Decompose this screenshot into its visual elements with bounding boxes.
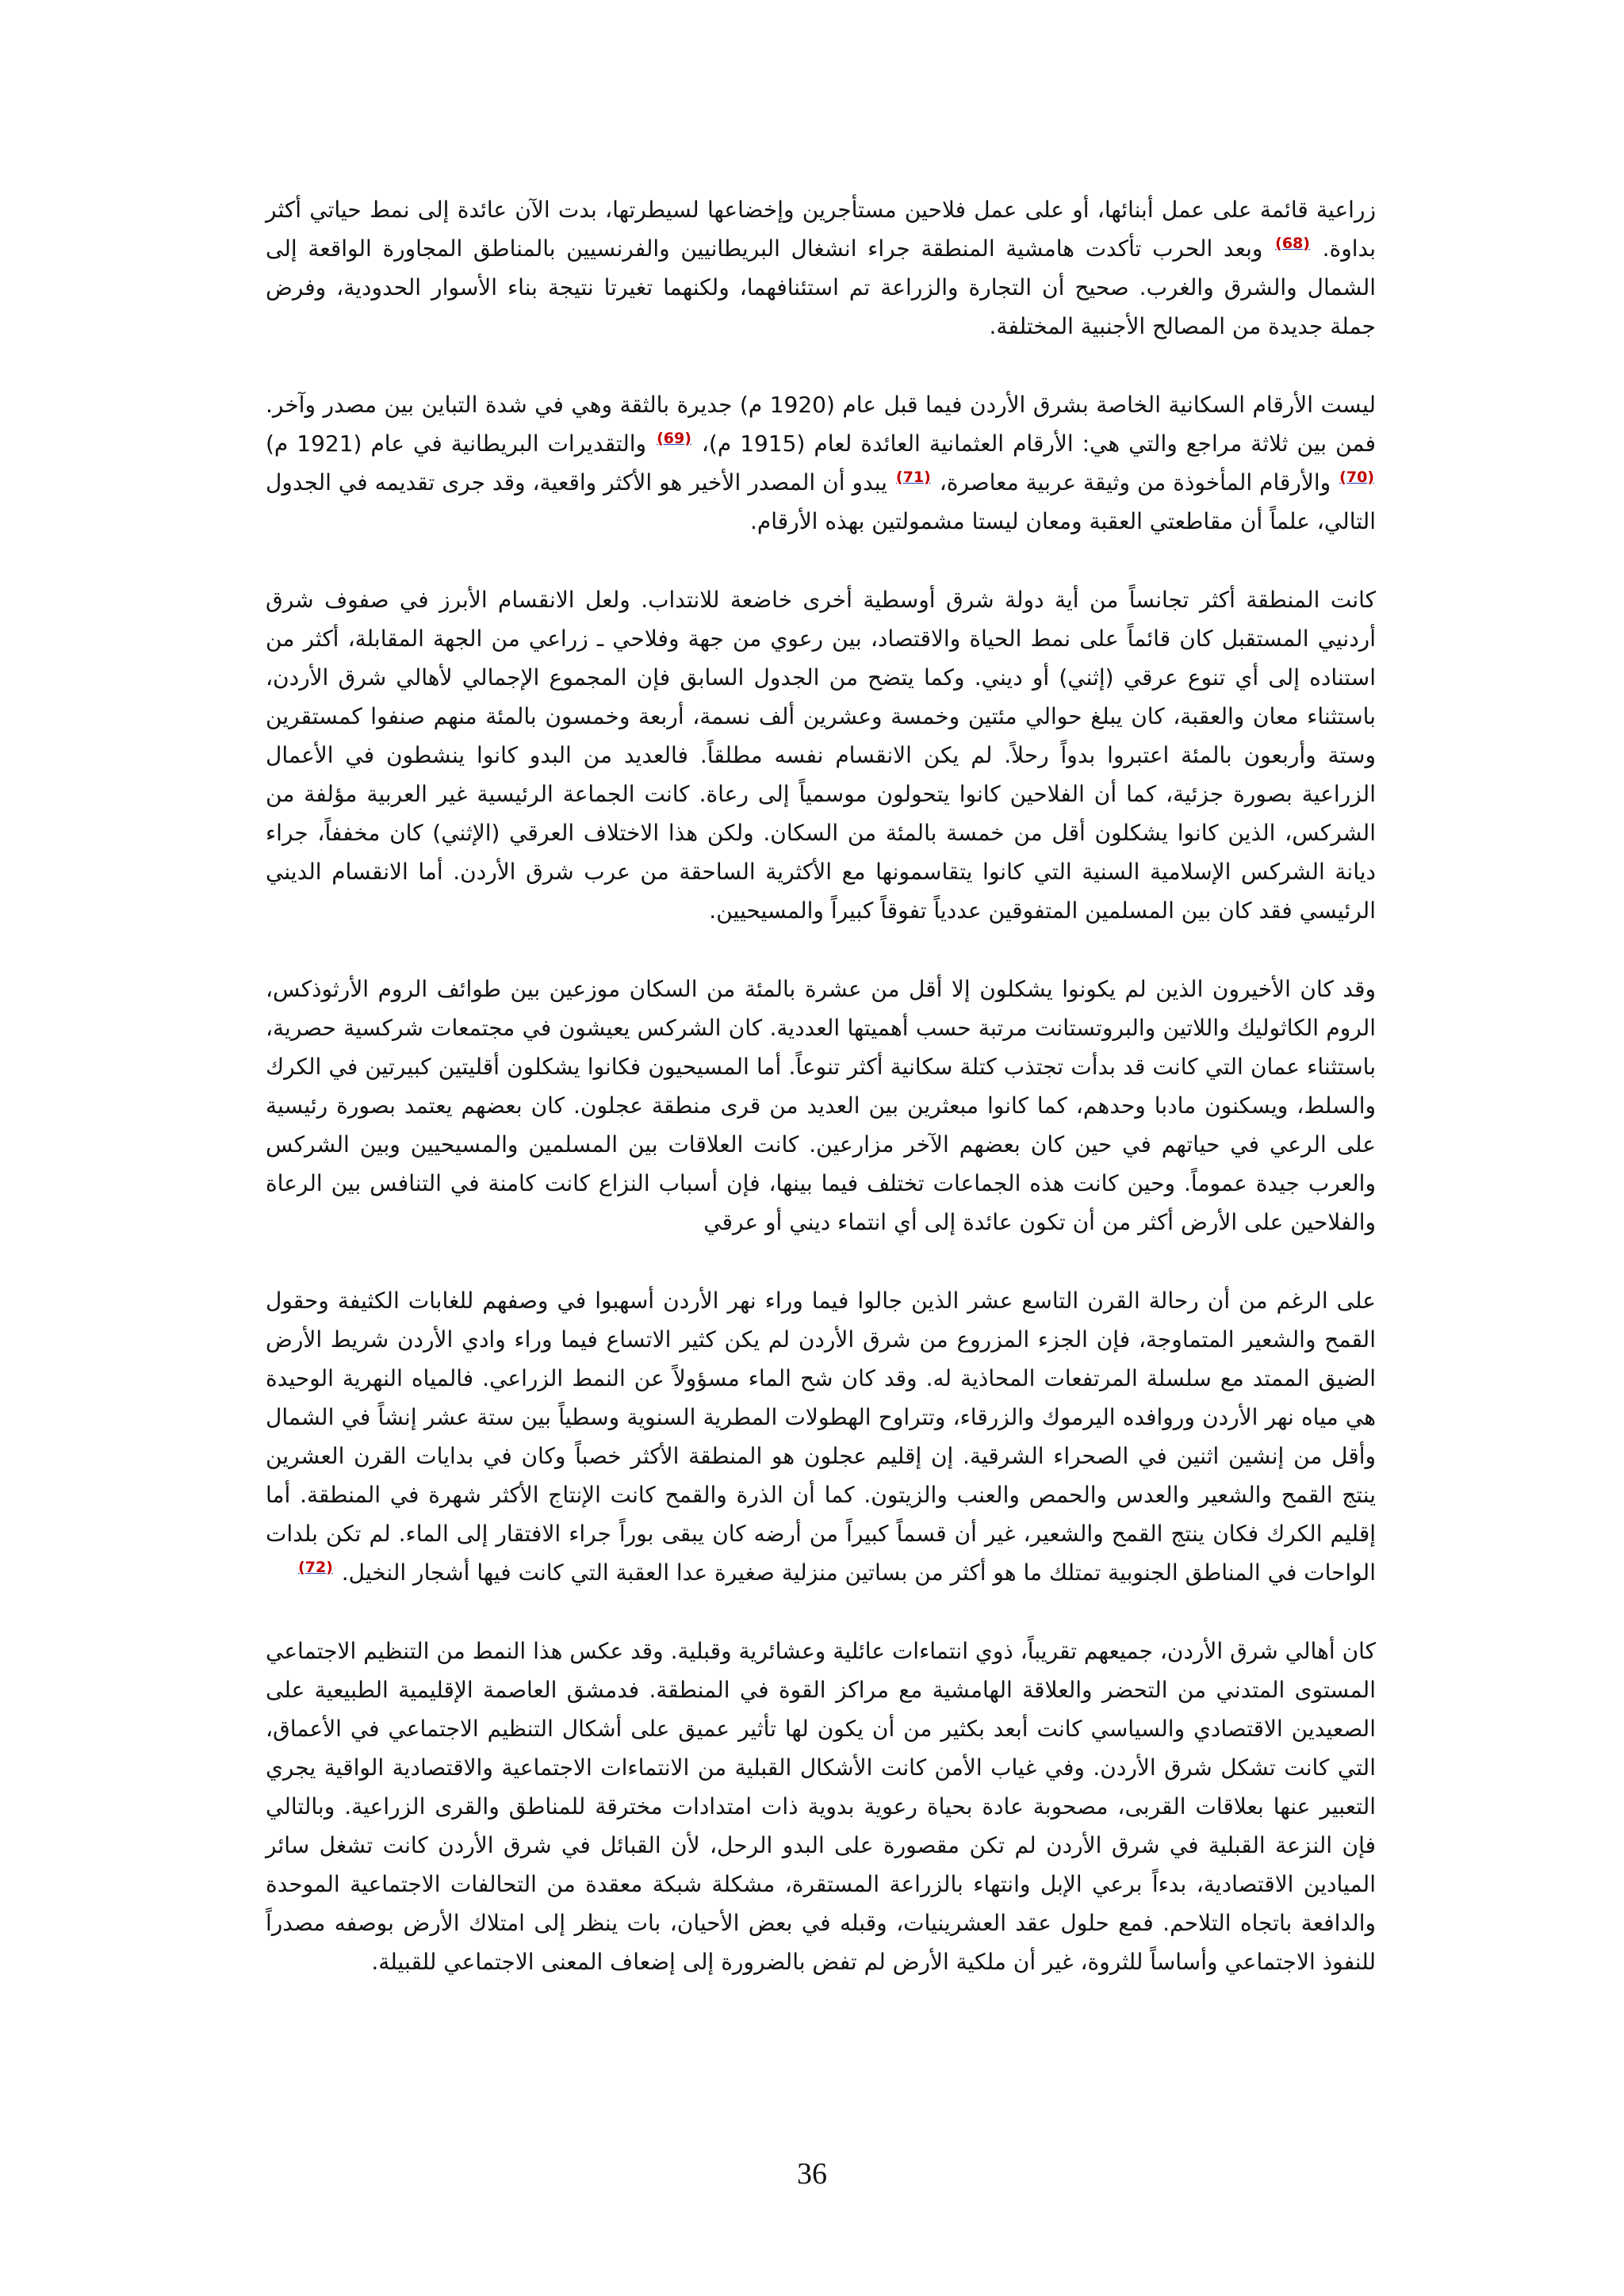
- paragraph: [266, 580, 1376, 930]
- paragraph: [266, 1632, 1376, 1981]
- footnote-reference-link[interactable]: (69): [657, 429, 691, 447]
- paragraph: [266, 970, 1376, 1242]
- paragraph-text: والتقديرات البريطانية في عام (1921 م): [266, 430, 656, 457]
- paragraph-text: كانت المنطقة أكثر تجانساً من أية دولة شرق أوسطية أخرى خاضعة للانتداب. ولعل الانقسام الأبرز في صفوف شرق أردنيي المستقبل كان قائماً على نمط الحياة والاقتصاد، بين رعوي من جهة وفلاحي ـ زراعي من الجهة المقابلة، أكثر من استناده إلى أي تنوع عرقي (إثني) أو ديني. وكما يتضح من الجدول السابق فإن المجموع الإجمالي لأهالي شرق الأردن، باستثناء معان والعقبة، كان يبلغ حوالي مئتين وخمسة وعشرين ألف نسمة، أربعة وخمسون بالمئة منهم صنفوا كمستقرين وستة وأربعون بالمئة اعتبروا بدواً رحلاً. لم يكن الانقسام نفسه مطلقاً. فالعديد من البدو كانوا ينشطون في الأعمال الزراعية بصورة جزئية، كما أن الفلاحين كانوا يتحولون موسمياً إلى رعاة. كانت الجماعة الرئيسية غير العربية مؤلفة من الشركس، الذين كانوا يشكلون أقل من خمسة بالمئة من السكان. ولكن هذا الاختلاف العرقي (الإثني) كان مخففاً، جراء ديانة الشركس الإسلامية السنية التي كانوا يتقاسمونها مع الأكثرية الساحقة من عرب شرق الأردن. أما الانقسام الديني الرئيسي فقد كان بين المسلمين المتفوقين عددياً تفوقاً كبيراً والمسيحيين.: [266, 587, 1376, 924]
- paragraph-text: ليست الأرقام السكانية الخاصة بشرق الأردن فيما قبل عام (1920 م) جديرة بالثقة وهي في شدة التباين بين مصدر وآخر. فمن بين ثلاثة مراجع والتي هي: الأرقام العثمانية العائدة لعام (1915 م)،: [266, 392, 1376, 457]
- paragraph-text: يبدو أن المصدر الأخير هو الأكثر واقعية، وقد جرى تقديمه في الجدول التالي، علماً أن مقاطعتي العقبة ومعان ليستا مشمولتين بهذه الأرقام.: [266, 469, 1376, 534]
- footnote-reference-link[interactable]: (71): [895, 468, 931, 486]
- footnote-reference-link[interactable]: (68): [1275, 234, 1310, 252]
- paragraph: [266, 190, 1376, 346]
- paragraph-text: زراعية قائمة على عمل أبنائها، أو على عمل فلاحين مستأجرين وإخضاعها لسيطرتها، بدت الآن عائدة إلى نمط حياتي أكثر بداوة.: [266, 197, 1376, 262]
- paragraph-text: وبعد الحرب تأكدت هامشية المنطقة جراء انشغال البريطانيين والفرنسيين بالمناطق المجاورة الواقعة إلى الشمال والشرق والغرب. صحيح أن التجارة والزراعة تم استئنافهما، ولكنهما تغيرتا نتيجة بناء الأسوار الحدودية، وفرض جملة جديدة من المصالح الأجنبية المختلفة.: [266, 235, 1376, 339]
- paragraph-text: كان أهالي شرق الأردن، جميعهم تقريباً، ذوي انتماءات عائلية وعشائرية وقبلية. وقد عكس هذا النمط من التنظيم الاجتماعي المستوى المتدني من التحضر والعلاقة الهامشية مع مراكز القوة في المنطقة. فدمشق العاصمة الإقليمية الطبيعية على الصعيدين الاقتصادي والسياسي كانت أبعد بكثير من أن يكون لها تأثير عميق على أشكال التنظيم الاجتماعي في الأعماق، التي كانت تشكل شرق الأردن. وفي غياب الأمن كانت الأشكال القبلية من الانتماءات الاجتماعية والاقتصادية الواقية يجري التعبير عنها بعلاقات القربى، مصحوبة عادة بحياة رعوية بدوية ذات امتدادات مخترقة للمناطق والقرى الزراعية. وبالتالي فإن النزعة القبلية في شرق الأردن لم تكن مقصورة على البدو الرحل، لأن القبائل في شرق الأردن كانت تشغل سائر الميادين الاقتصادية، بدءاً برعي الإبل وانتهاء بالزراعة المستقرة، مشكلة شبكة معقدة من التحالفات الاجتماعية الموحدة والدافعة باتجاه التلاحم. فمع حلول عقد العشرينيات، وقبله في بعض الأحيان، بات ينظر إلى امتلاك الأرض بوصفه مصدراً للنفوذ الاجتماعي وأساساً للثروة، غير أن ملكية الأرض لم تفض بالضرورة إلى إضعاف المعنى الاجتماعي للقبيلة.: [266, 1638, 1376, 1975]
- paragraph: [266, 385, 1376, 541]
- page-number: 36: [797, 2157, 827, 2191]
- footnote-reference-link[interactable]: (72): [298, 1558, 333, 1576]
- paragraph: [266, 1281, 1376, 1592]
- document-body: [266, 190, 1376, 2021]
- paragraph-text: وقد كان الأخيرون الذين لم يكونوا يشكلون إلا أقل من عشرة بالمئة من السكان موزعين بين طوائف الروم الأرثوذكس، الروم الكاثوليك واللاتين والبروتستانت مرتبة حسب أهميتها العددية. كان الشركس يعيشون في مجتمعات شركسية حصرية، باستثناء عمان التي كانت قد بدأت تجتذب كتلة سكانية أكثر تنوعاً. أما المسيحيون فكانوا يشكلون أقليتين كبيرتين في الكرك والسلط، ويسكنون مادبا وحدهم، كما كانوا مبعثرين بين العديد من قرى منطقة عجلون. كان بعضهم يعتمد بصورة رئيسية على الرعي في حياتهم في حين كان بعضهم الآخر مزارعين. كانت العلاقات بين المسلمين والمسيحيين وبين الشركس والعرب جيدة عموماً. وحين كانت هذه الجماعات تختلف فيما بينها، فإن أسباب النزاع كانت كامنة في التنافس بين الرعاة والفلاحين على الأرض أكثر من أن تكون عائدة إلى أي انتماء ديني أو عرقي: [266, 976, 1376, 1235]
- paragraph-text: والأرقام المأخوذة من وثيقة عربية معاصرة،: [932, 469, 1339, 496]
- footnote-reference-link[interactable]: (70): [1339, 468, 1374, 486]
- paragraph-text: على الرغم من أن رحالة القرن التاسع عشر الذين جالوا فيما وراء نهر الأردن أسهبوا في وصفهم للغابات الكثيفة وحقول القمح والشعير المتماوجة، فإن الجزء المزروع من شرق الأردن لم يكن كثير الاتساع فيما وراء وادي الأردن شريط الأرض الضيق الممتد مع سلسلة المرتفعات المحاذية له. وقد كان شح الماء مسؤولاً عن النمط الزراعي. فالمياه النهرية الوحيدة هي مياه نهر الأردن وروافده اليرموك والزرقاء، وتتراوح الهطولات المطرية السنوية وسطياً بين ستة عشر إنشاً في الشمال وأقل من إنشين اثنين في الصحراء الشرقية. إن إقليم عجلون هو المنطقة الأكثر خصباً وكان في بدايات القرن العشرين ينتج القمح والشعير والعدس والحمص والعنب والزيتون. كما أن الذرة والقمح كانت الإنتاج الأكثر شهرة في المنطقة. أما إقليم الكرك فكان ينتج القمح والشعير، غير أن قسماً كبيراً من أرضه كان يبقى بوراً جراء الافتقار إلى الماء. لم تكن بلدات الواحات في المناطق الجنوبية تمتلك ما هو أكثر من بساتين منزلية صغيرة عدا العقبة التي كانت فيها أشجار النخيل.: [266, 1288, 1376, 1586]
